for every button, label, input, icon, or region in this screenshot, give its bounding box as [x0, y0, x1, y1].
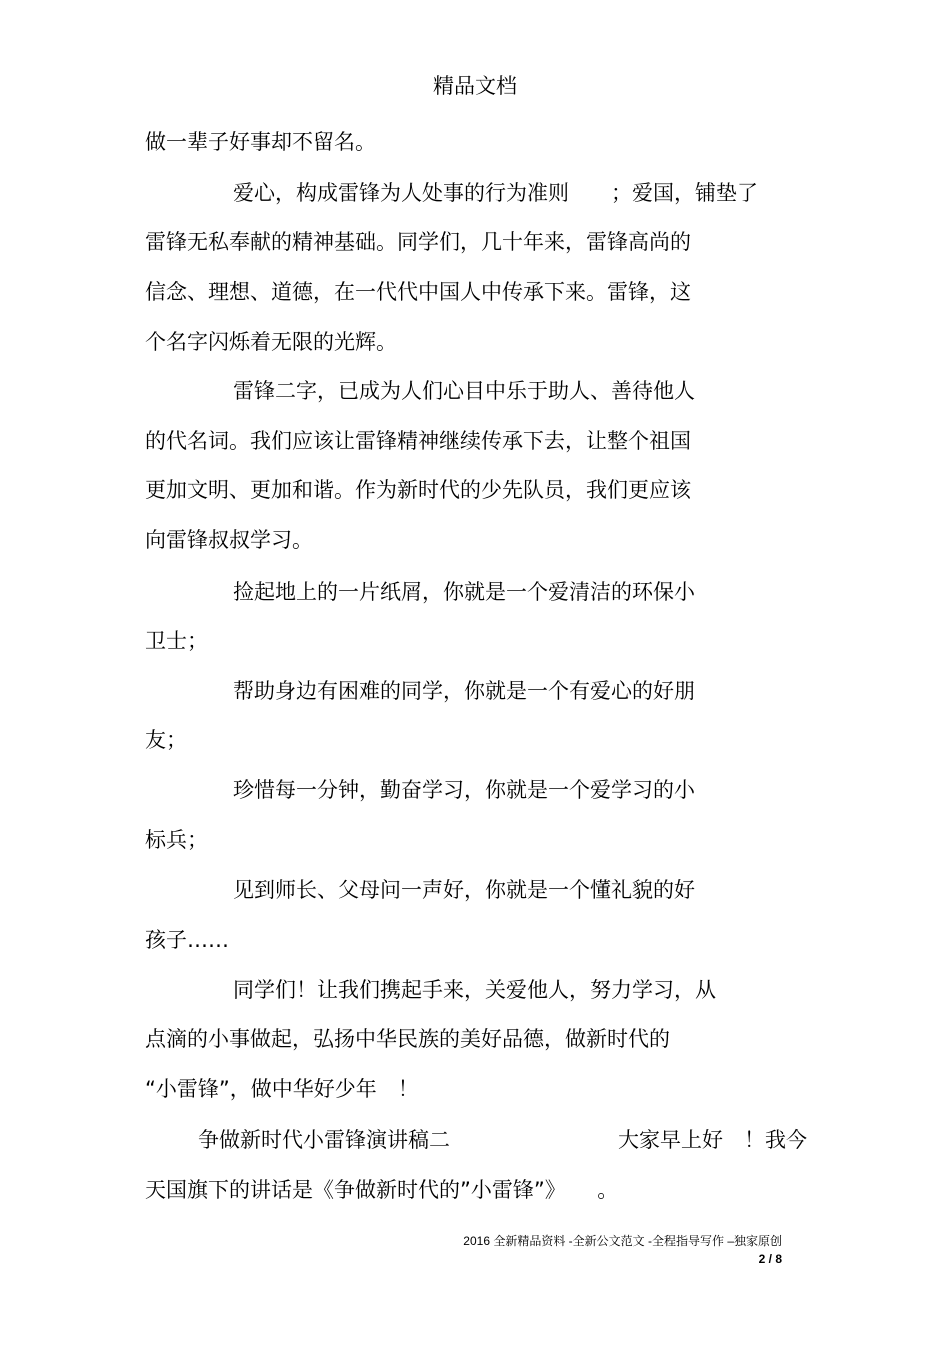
text-line: 雷锋二字，已成为人们心目中乐于助人、善待他人 — [233, 379, 695, 403]
text-line: 帮助身边有困难的同学，你就是一个有爱心的好朋 — [233, 679, 695, 703]
text-line: 雷锋无私奉献的精神基础。同学们，几十年来，雷锋高尚的 — [145, 230, 691, 254]
page-number: 2 / 8 — [758, 1252, 782, 1266]
text-line: 点滴的小事做起，弘扬中华民族的美好品德，做新时代的 — [145, 1027, 670, 1051]
text-line: “小雷锋”，做中华好少年 ！ — [145, 1077, 419, 1101]
text-line: 天国旗下的讲话是《争做新时代的”小雷锋”》 。 — [145, 1178, 619, 1202]
text-line: 孩子…… — [145, 928, 229, 952]
text-line: 个名字闪烁着无限的光辉。 — [145, 330, 397, 354]
section-heading-line: 争做新时代小雷锋演讲稿二 大家早上好 ！我今 — [198, 1128, 807, 1152]
text-line: 爱心，构成雷锋为人处事的行为准则 ；爱国，铺垫了 — [233, 181, 758, 205]
text-line: 珍惜每一分钟，勤奋学习，你就是一个爱学习的小 — [233, 778, 695, 802]
text-line: 标兵； — [145, 828, 208, 852]
text-line: 信念、理想、道德，在一代代中国人中传承下来。雷锋，这 — [145, 280, 691, 304]
text-line: 捡起地上的一片纸屑，你就是一个爱清洁的环保小 — [233, 580, 695, 604]
text-line: 卫士； — [145, 629, 208, 653]
text-line: 向雷锋叔叔学习。 — [145, 528, 313, 552]
text-line: 友； — [145, 728, 187, 752]
text-line: 见到师长、父母问一声好，你就是一个懂礼貌的好 — [233, 878, 695, 902]
text-line: 同学们！让我们携起手来，关爱他人，努力学习，从 — [233, 978, 716, 1002]
footer-text: 2016 全新精品资料 -全新公文范文 -全程指导写作 –独家原创 — [463, 1234, 782, 1248]
page-header-title: 精品文档 — [433, 74, 517, 98]
text-line: 更加文明、更加和谐。作为新时代的少先队员，我们更应该 — [145, 478, 691, 502]
text-line: 的代名词。我们应该让雷锋精神继续传承下去，让整个祖国 — [145, 429, 691, 453]
text-line: 做一辈子好事却不留名。 — [145, 130, 376, 154]
